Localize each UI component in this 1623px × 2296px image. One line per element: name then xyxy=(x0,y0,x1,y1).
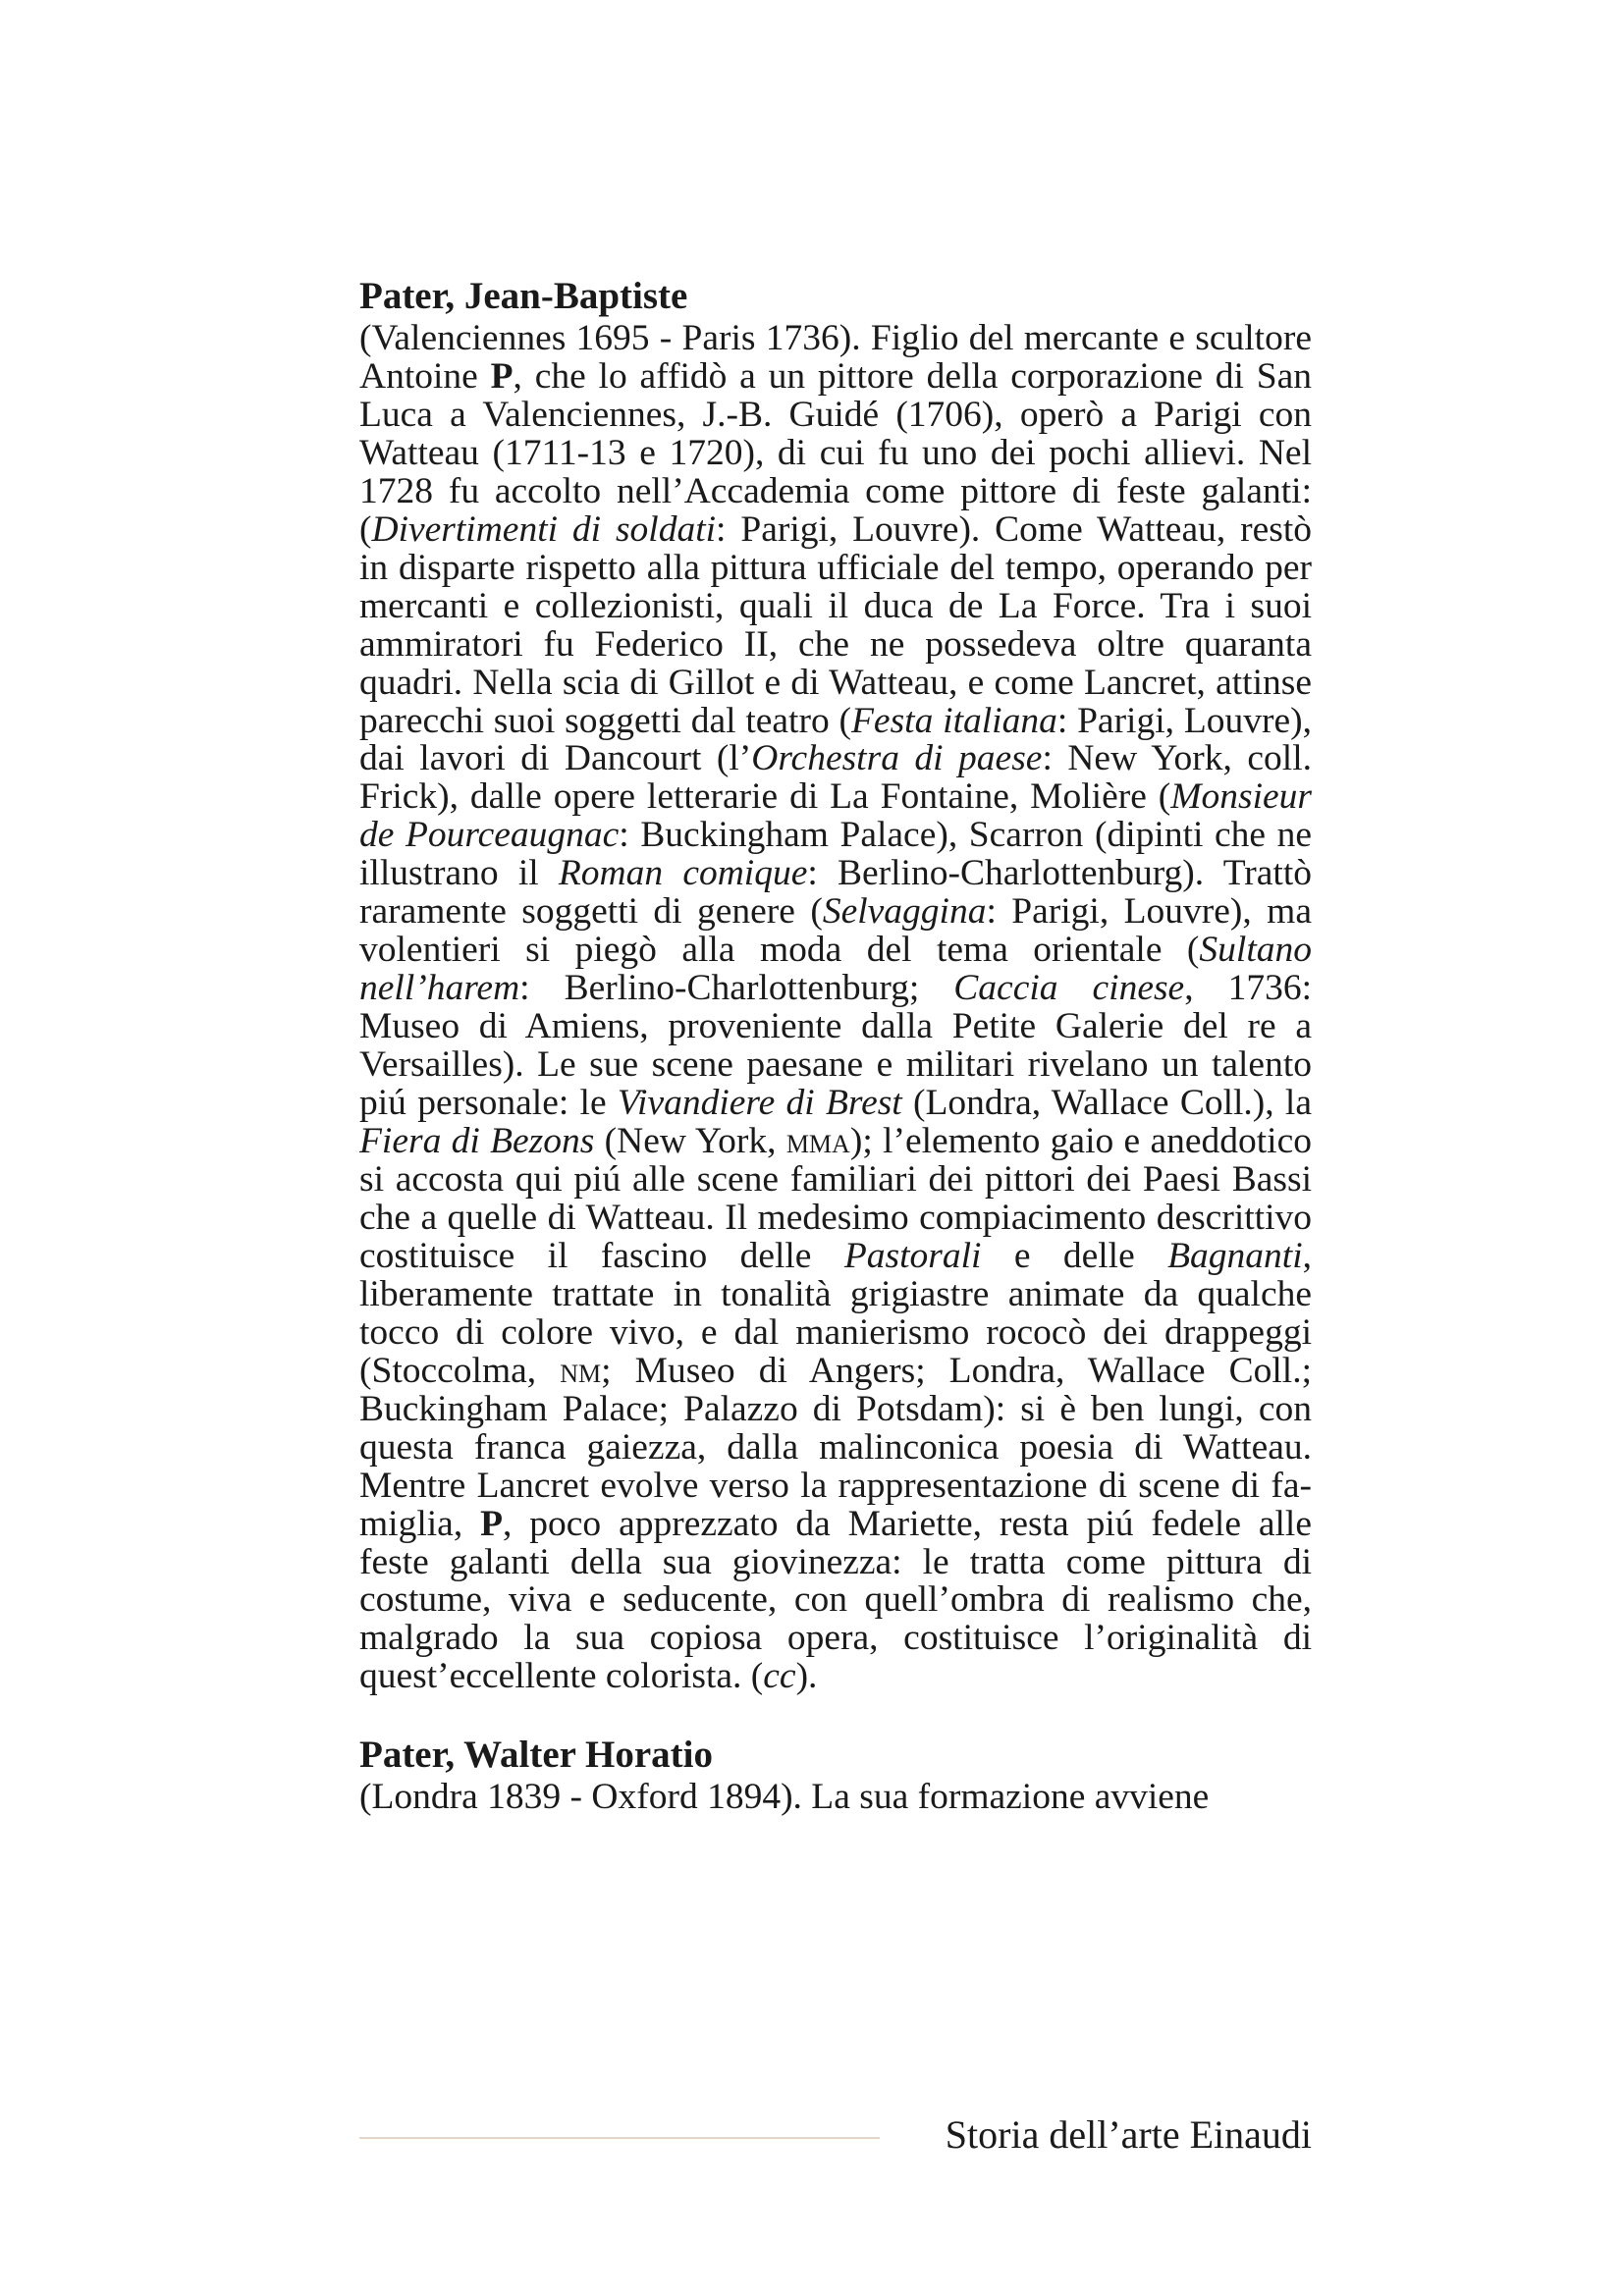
italic-run: Selvaggina xyxy=(822,891,987,933)
italic-run: Pastorali xyxy=(843,1235,982,1276)
entry-body: (Valenciennes 1695 - Paris 1736). Figlio del mercante e scultore Antoine P, che lo affidò a un pittore della corporazione di San Luca a Valenciennes, J.-B. Guidé (1706), operò a Parigi con Watteau (1711-13 e 1720), di cui fu uno dei pochi allievi. Nel 1728 fu accolto nell’Accademia come pittore di feste galanti: (Divertimenti di soldati: Parigi, Louvre). Come Watteau, restò in disparte rispetto alla pittura ufficiale del tempo, operando per mercanti e collezionisti, quali il duca de La Force. Tra i suoi ammiratori fu Federico II, che ne possedeva oltre quaranta quadri. Nella scia di Gillot e di Watteau, e come Lancret, attinse parecchi suoi soggetti dal teatro (Festa italiana: Parigi, Louvre), dai lavori di Dancourt (l’Orchestra di paese: New York, coll. Frick), dalle opere letterarie di La Fontaine, Molière (Monsieur de Pourceaugnac: Buckingham Palace), Scarron (dipinti che ne illustrano il Roman comique: Berlino-Charlottenburg). Trattò raramente soggetti di genere (Selvaggina: Parigi, Louvre), ma volentieri si piegò alla moda del tema orientale (Sultano nell’harem: Berlino-Charlottenburg; Caccia cinese, 1736: Museo di Amiens, proveniente dalla Petite Galerie del re a Versailles). Le sue scene paesane e militari rivelano un talento piú personale: le Vivandiere di Brest (Londra, Wallace Coll.), la Fiera di Bezons (New York, mma); l’elemento gaio e aneddotico si accosta qui piú alle scene familiari dei pittori dei Paesi Bassi che a quelle di Watteau. Il medesimo compiacimento descrittivo costituisce il fascino delle Pastorali e delle Bagnanti, liberamente trattate in tonalità grigiastre animate da qualche tocco di colore vivo, e dal manierismo rococò dei drappeggi (Stoccolma, nm; Museo di Angers; Londra, Wallace Coll.; Buckingham Palace; Palazzo di Potsdam): si è ben lungi, con questa franca gaiezza, dalla malinconica poesia di Watteau. Mentre Lancret evolve verso la rappresentazione di scene di famiglia, P, poco apprezzato da Mariette, resta piú fedele alle feste galanti della sua giovinezza: le tratta come pittura di costume, viva e seducente, con quell’ombra di realismo che, malgrado la sua copiosa opera, costituisce l’originalità di quest’eccellente colorista. (cc). xyxy=(359,318,1313,1697)
entry-title: Pater, Walter Horatio xyxy=(359,1734,713,1777)
italic-run: Bagnanti xyxy=(1167,1235,1303,1276)
footer-rule xyxy=(359,2137,880,2139)
entry-walter-horatio xyxy=(359,1734,1312,1817)
italic-run: Divertimenti di soldati xyxy=(371,508,717,550)
bold-run: P xyxy=(480,1503,504,1544)
entry-title: Pater, Jean-Baptiste xyxy=(359,275,688,317)
page-footer xyxy=(359,2110,1312,2169)
small-caps-run: nm xyxy=(560,1350,602,1391)
italic-run: Caccia cinese xyxy=(953,968,1185,1009)
italic-run: cc xyxy=(763,1656,796,1697)
italic-run: Monsieur de Pourceaugnac xyxy=(359,776,1312,856)
page-content xyxy=(359,275,1312,1817)
italic-run: Festa italiana xyxy=(851,700,1057,741)
italic-run: Sultano nell’harem xyxy=(359,930,1312,1009)
italic-run: Orchestra di paese xyxy=(751,738,1043,779)
italic-run: Vivandiere di Brest xyxy=(617,1083,902,1124)
bold-run: P xyxy=(490,355,514,397)
small-caps-run: mma xyxy=(785,1121,850,1162)
entry-body: (Londra 1839 - Oxford 1894). La sua formazione avviene xyxy=(359,1777,1210,1818)
footer-publisher: Storia dell’arte Einaudi xyxy=(945,2112,1312,2157)
italic-run: Roman comique xyxy=(558,853,808,894)
italic-run: Fiera di Bezons xyxy=(359,1121,595,1162)
entry-jean-baptiste xyxy=(359,275,1312,1696)
